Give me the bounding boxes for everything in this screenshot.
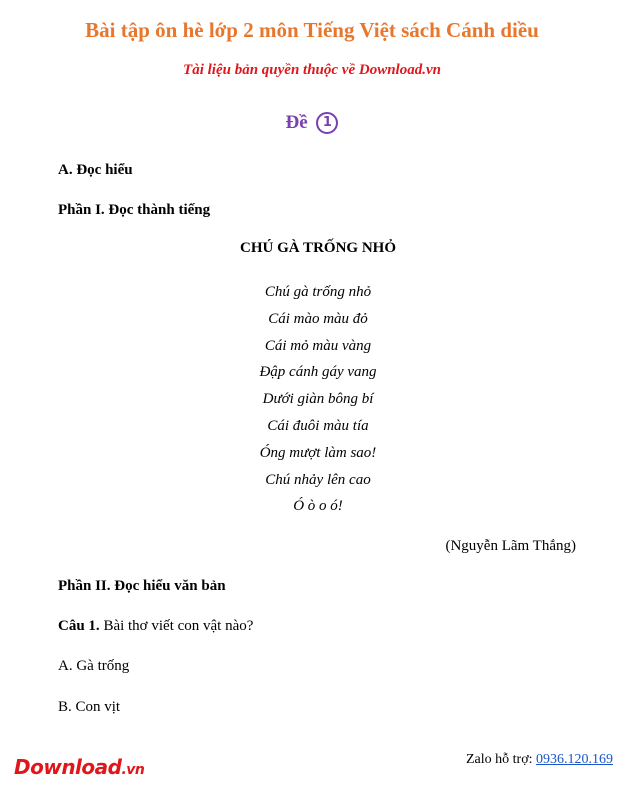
zalo-phone-link[interactable]: 0936.120.169 — [536, 752, 613, 767]
question-text: Bài thơ viết con vật nào? — [99, 618, 254, 634]
logo-main-text: Download — [14, 755, 122, 779]
exam-number-badge: 1 — [316, 112, 338, 134]
poem-body — [0, 282, 624, 523]
poem-line: Chú gà trống nhỏ — [264, 284, 372, 300]
poem-author: (Nguyễn Lãm Thắng) — [445, 538, 576, 554]
document-title: Bài tập ôn hè lớp 2 môn Tiếng Việt sách Cánh diều — [85, 18, 539, 42]
poem-line: Cái mào màu đỏ — [268, 310, 368, 327]
section-a-heading: A. Đọc hiểu — [58, 162, 133, 178]
part-2-heading: Phần II. Đọc hiểu văn bản — [58, 578, 226, 594]
poem-title: CHÚ GÀ TRỐNG NHỎ — [240, 240, 396, 256]
answer-option-b: B. Con vịt — [58, 699, 121, 715]
poem-line: Cái mỏ màu vàng — [264, 337, 372, 354]
copyright-subtitle: Tài liệu bản quyền thuộc về Download.vn — [183, 62, 441, 78]
poem-line: Đập cánh gáy vang — [259, 364, 377, 381]
exam-number-heading — [0, 112, 624, 134]
question-label: Câu 1. — [58, 618, 100, 634]
poem-line: Dưới giàn bông bí — [262, 391, 374, 408]
zalo-support — [466, 752, 613, 768]
poem-line: Cái đuôi màu tía — [267, 417, 369, 434]
logo-suffix-text: .vn — [121, 762, 145, 778]
question-1 — [58, 618, 253, 635]
poem-line: Ó ò o ó! — [293, 498, 343, 515]
download-logo[interactable] — [14, 755, 144, 779]
exam-label: Đề — [285, 112, 308, 133]
poem-line: Chú nhảy lên cao — [265, 471, 371, 488]
part-1-heading: Phần I. Đọc thành tiếng — [58, 202, 211, 218]
zalo-label: Zalo hỗ trợ: — [466, 752, 536, 767]
poem-line: Óng mượt làm sao! — [259, 444, 377, 461]
answer-option-a: A. Gà trống — [58, 658, 130, 674]
